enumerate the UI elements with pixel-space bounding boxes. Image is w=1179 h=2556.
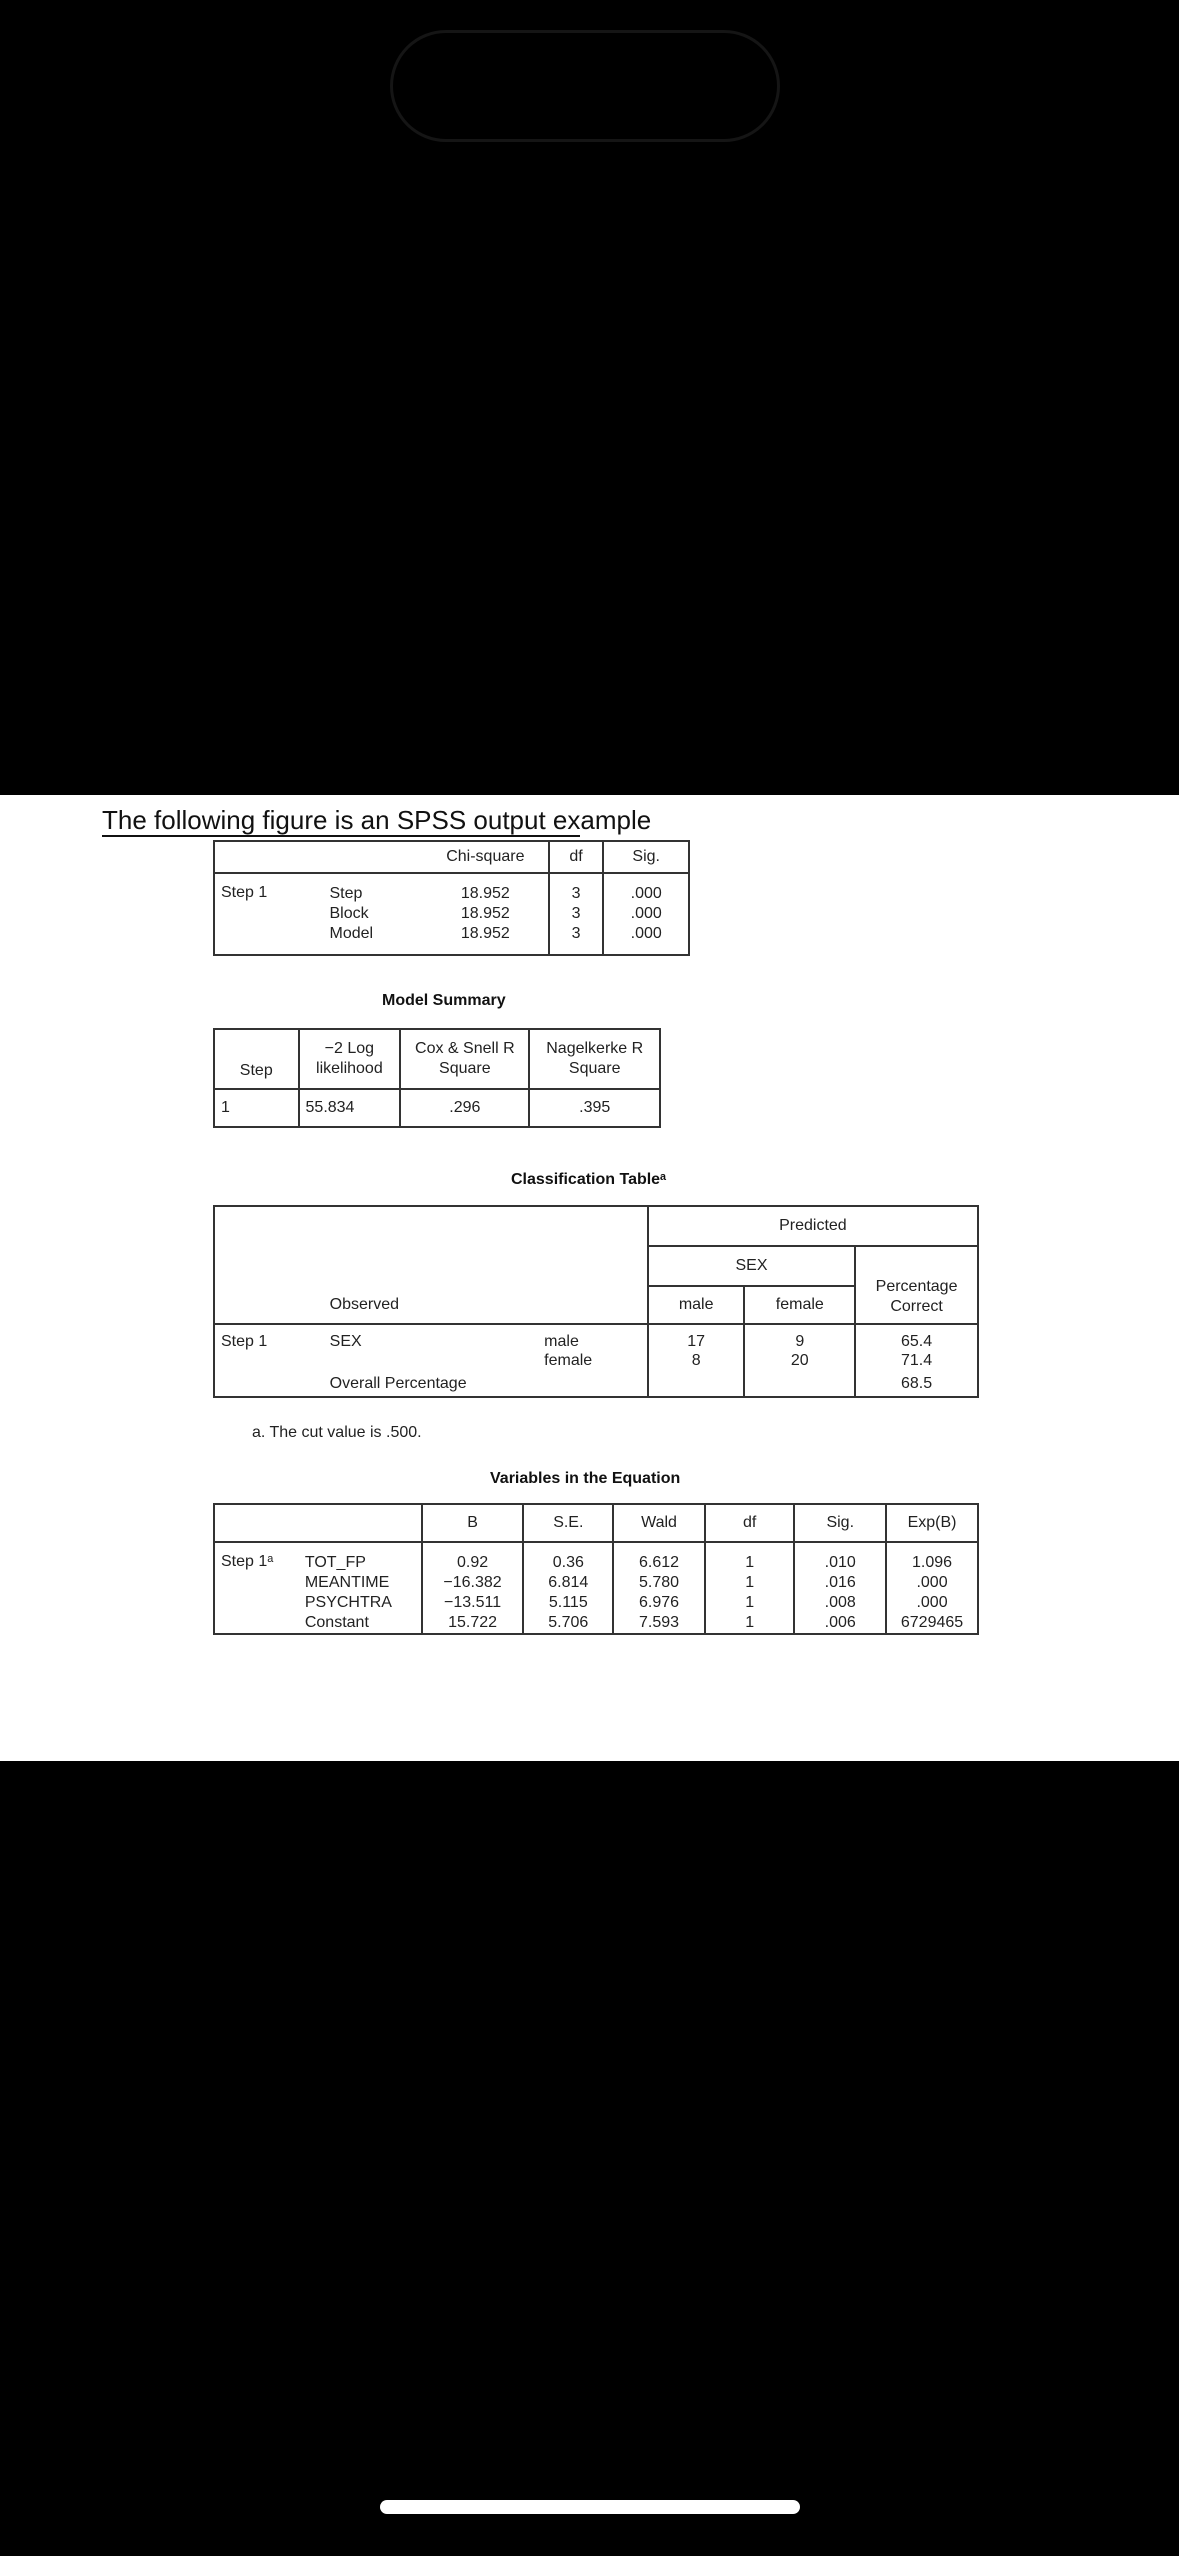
- cell: .008: [824, 1594, 856, 1611]
- classification-footnote: a. The cut value is .500.: [252, 1424, 422, 1441]
- overall-label: Overall Percentage: [329, 1374, 467, 1392]
- cell: .000: [916, 1574, 948, 1591]
- header-2-log-likelihood: −2 Log likelihood: [299, 1029, 401, 1089]
- cell: 6.814: [548, 1574, 589, 1591]
- header-exp-b: Exp(B): [886, 1504, 978, 1542]
- cell-log-likelihood: 55.834: [299, 1089, 401, 1127]
- cell: −16.382: [443, 1574, 502, 1591]
- cell-cox-snell: .296: [400, 1089, 529, 1127]
- variables-table: [213, 1503, 979, 1635]
- cell: .016: [824, 1574, 856, 1591]
- header-chi-square: Chi-square: [423, 841, 549, 873]
- cell: .000: [630, 885, 662, 902]
- cell: .000: [630, 925, 662, 942]
- cell: 3: [571, 925, 581, 942]
- step-label: Step 1: [214, 1324, 324, 1351]
- cell: 15.722: [448, 1614, 498, 1631]
- cell: .000: [630, 905, 662, 922]
- cell: 1: [745, 1554, 755, 1571]
- sex-row-label: SEX: [329, 1333, 362, 1350]
- row-label-block: Block: [329, 905, 369, 922]
- cell: −13.511: [444, 1594, 502, 1611]
- classification-table: [213, 1205, 979, 1398]
- row-label-step: Step: [329, 885, 363, 902]
- header-step: Step: [214, 1029, 299, 1089]
- cell: 1: [745, 1614, 755, 1631]
- variable-name: TOT_FP: [304, 1554, 366, 1571]
- cell: 1: [745, 1594, 755, 1611]
- cell: 17: [648, 1324, 745, 1351]
- variable-name: PSYCHTRA: [304, 1594, 392, 1611]
- female-header: female: [744, 1286, 855, 1324]
- header-nagelkerke: Nagelkerke R Square: [529, 1029, 660, 1089]
- cell: .006: [824, 1614, 856, 1631]
- cell: 0.92: [456, 1554, 489, 1571]
- cell: 1.096: [912, 1554, 953, 1571]
- home-indicator[interactable]: [380, 2500, 800, 2514]
- omnibus-table: [213, 840, 690, 956]
- cell: 18.952: [460, 885, 510, 902]
- cell: 3: [571, 905, 581, 922]
- cell: 7.593: [639, 1614, 680, 1631]
- cell: 6729465: [900, 1614, 964, 1631]
- heading-underline: [102, 835, 580, 837]
- dynamic-island: [390, 30, 780, 142]
- header-se: S.E.: [523, 1504, 613, 1542]
- variable-name: MEANTIME: [304, 1574, 390, 1591]
- female-row-label: female: [544, 1352, 593, 1369]
- classification-title: Classification Tableᵃ: [511, 1171, 667, 1188]
- cell-nagelkerke: .395: [529, 1089, 660, 1127]
- header-wald: Wald: [613, 1504, 705, 1542]
- header-df: df: [705, 1504, 795, 1542]
- cell: 18.952: [460, 905, 510, 922]
- predicted-header: Predicted: [648, 1206, 978, 1246]
- page-heading: The following figure is an SPSS output example: [102, 805, 652, 835]
- cell: 8: [648, 1351, 745, 1371]
- header-sig: Sig.: [603, 841, 689, 873]
- percentage-correct-header: Percentage Correct: [855, 1246, 978, 1324]
- cell: 6.612: [639, 1554, 680, 1571]
- cell: 5.780: [639, 1574, 680, 1591]
- header-cox-snell: Cox & Snell R Square: [400, 1029, 529, 1089]
- row-label-model: Model: [329, 925, 374, 942]
- spss-output-image: [0, 795, 1179, 1761]
- cell: 9: [744, 1324, 855, 1351]
- header-df: df: [549, 841, 604, 873]
- cell: 0.36: [552, 1554, 584, 1571]
- model-summary-table: [213, 1028, 661, 1128]
- cell: 3: [571, 885, 581, 902]
- cell: 1: [745, 1574, 755, 1591]
- cell: 20: [744, 1351, 855, 1371]
- model-summary-title: Model Summary: [382, 992, 506, 1009]
- male-header: male: [648, 1286, 745, 1324]
- variable-name: Constant: [304, 1614, 369, 1631]
- sex-header: SEX: [648, 1246, 855, 1286]
- step-label: Step 1: [214, 873, 323, 955]
- header-sig: Sig.: [794, 1504, 886, 1542]
- cell: 5.115: [548, 1594, 588, 1611]
- cell: 65.4: [855, 1324, 978, 1351]
- cell: 5.706: [548, 1614, 589, 1631]
- cell: 6.976: [639, 1594, 680, 1611]
- cell: 71.4: [855, 1351, 978, 1371]
- header-b: B: [422, 1504, 524, 1542]
- cell: 18.952: [460, 925, 510, 942]
- cell-step: 1: [214, 1089, 299, 1127]
- cell: .010: [824, 1554, 856, 1571]
- male-row-label: male: [544, 1333, 579, 1350]
- cell-overall: 68.5: [855, 1371, 978, 1397]
- step-label: Step 1ᵃ: [214, 1542, 299, 1634]
- variables-title: Variables in the Equation: [490, 1470, 681, 1487]
- observed-header: Observed: [329, 1295, 400, 1313]
- cell: .000: [916, 1594, 948, 1611]
